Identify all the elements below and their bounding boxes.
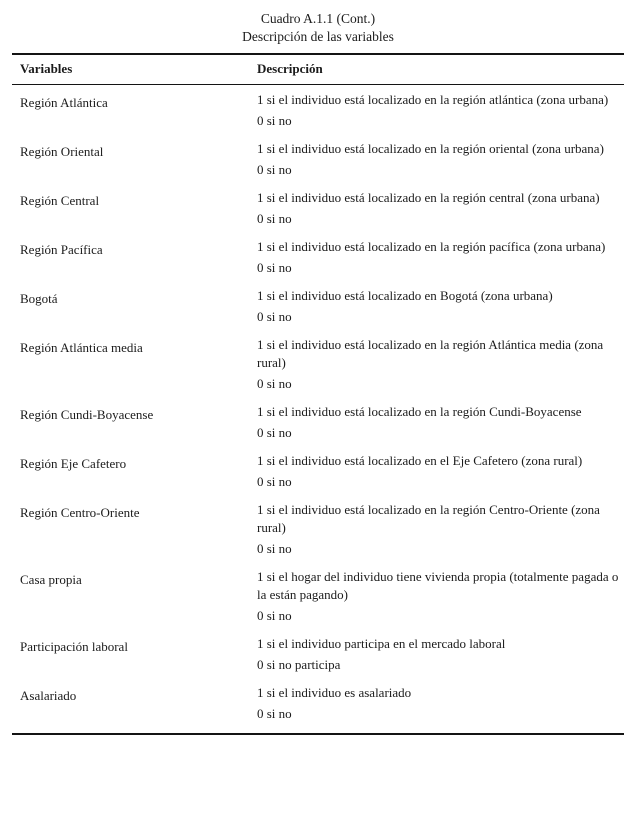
- variable-name: Región Atlántica: [20, 95, 108, 110]
- variable-description-cell: [257, 452, 624, 501]
- description-dummy-zero: 0 si no: [257, 162, 292, 177]
- variable-description-cell: [257, 635, 624, 684]
- column-header-descripcion: Descripción: [257, 61, 323, 76]
- description-dummy-zero: 0 si no: [257, 260, 292, 275]
- description-dummy-zero: 0 si no: [257, 113, 292, 128]
- description-dummy-one: 1 si el individuo está localizado en la región oriental (zona urbana): [257, 141, 604, 156]
- table-row: [12, 403, 624, 452]
- description-dummy-zero: 0 si no: [257, 706, 292, 721]
- description-dummy-zero: 0 si no: [257, 541, 292, 556]
- variable-description-cell: [257, 336, 624, 403]
- variable-name: Región Cundi-Boyacense: [20, 407, 154, 422]
- table-row: [12, 91, 624, 140]
- variable-description-cell: [257, 238, 624, 287]
- description-dummy-zero: 0 si no: [257, 425, 292, 440]
- variable-description-cell: [257, 501, 624, 568]
- table-row: [12, 189, 624, 238]
- description-dummy-zero: 0 si no: [257, 211, 292, 226]
- variable-name: Participación laboral: [20, 639, 128, 654]
- description-dummy-one: 1 si el individuo está localizado en la región central (zona urbana): [257, 190, 600, 205]
- variable-name: Región Eje Cafetero: [20, 456, 127, 471]
- description-dummy-zero: 0 si no: [257, 309, 292, 324]
- caption-line-1: Cuadro A.1.1 (Cont.): [260, 11, 376, 26]
- description-dummy-one: 1 si el individuo participa en el mercado laboral: [257, 636, 506, 651]
- variable-description-cell: [257, 287, 624, 336]
- description-dummy-one: 1 si el hogar del individuo tiene vivienda propia (totalmente pagada o la están pagando): [257, 569, 619, 602]
- table-row: [12, 336, 624, 403]
- variable-name: Región Centro-Oriente: [20, 505, 140, 520]
- variable-name: Región Central: [20, 193, 100, 208]
- description-dummy-one: 1 si el individuo está localizado en la región Cundi-Boyacense: [257, 404, 582, 419]
- description-dummy-zero: 0 si no: [257, 376, 292, 391]
- table-row: [12, 501, 624, 568]
- table-row: [12, 635, 624, 684]
- variable-name: Casa propia: [20, 572, 82, 587]
- description-dummy-one: 1 si el individuo está localizado en la región Atlántica media (zona rural): [257, 337, 604, 370]
- variable-description-cell: [257, 403, 624, 452]
- description-dummy-zero: 0 si no: [257, 474, 292, 489]
- table-body: [12, 85, 624, 733]
- table-row: [12, 238, 624, 287]
- variable-name: Región Oriental: [20, 144, 104, 159]
- variable-name: Bogotá: [20, 291, 58, 306]
- description-dummy-zero: 0 si no: [257, 608, 292, 623]
- description-dummy-one: 1 si el individuo es asalariado: [257, 685, 412, 700]
- description-dummy-one: 1 si el individuo está localizado en Bogotá (zona urbana): [257, 288, 553, 303]
- description-dummy-zero: 0 si no participa: [257, 657, 341, 672]
- description-dummy-one: 1 si el individuo está localizado en la región pacífica (zona urbana): [257, 239, 606, 254]
- description-dummy-one: 1 si el individuo está localizado en la región atlántica (zona urbana): [257, 92, 609, 107]
- table-row: [12, 452, 624, 501]
- table-header-row: [12, 55, 624, 85]
- variable-name: Región Pacífica: [20, 242, 103, 257]
- description-dummy-one: 1 si el individuo está localizado en el Eje Cafetero (zona rural): [257, 453, 583, 468]
- variable-description-cell: [257, 684, 624, 733]
- variable-description-cell: [257, 189, 624, 238]
- variable-description-cell: [257, 140, 624, 189]
- variable-name: Asalariado: [20, 688, 77, 703]
- table-row: [12, 140, 624, 189]
- table-caption: [12, 10, 624, 46]
- table-row: [12, 568, 624, 635]
- table-row: [12, 684, 624, 733]
- description-dummy-one: 1 si el individuo está localizado en la región Centro-Oriente (zona rural): [257, 502, 600, 535]
- variable-description-cell: [257, 91, 624, 140]
- variables-table: [12, 53, 624, 735]
- variable-name: Región Atlántica media: [20, 340, 143, 355]
- variable-description-cell: [257, 568, 624, 635]
- table-row: [12, 287, 624, 336]
- caption-line-2: Descripción de las variables: [242, 29, 394, 44]
- column-header-variables: Variables: [20, 61, 73, 76]
